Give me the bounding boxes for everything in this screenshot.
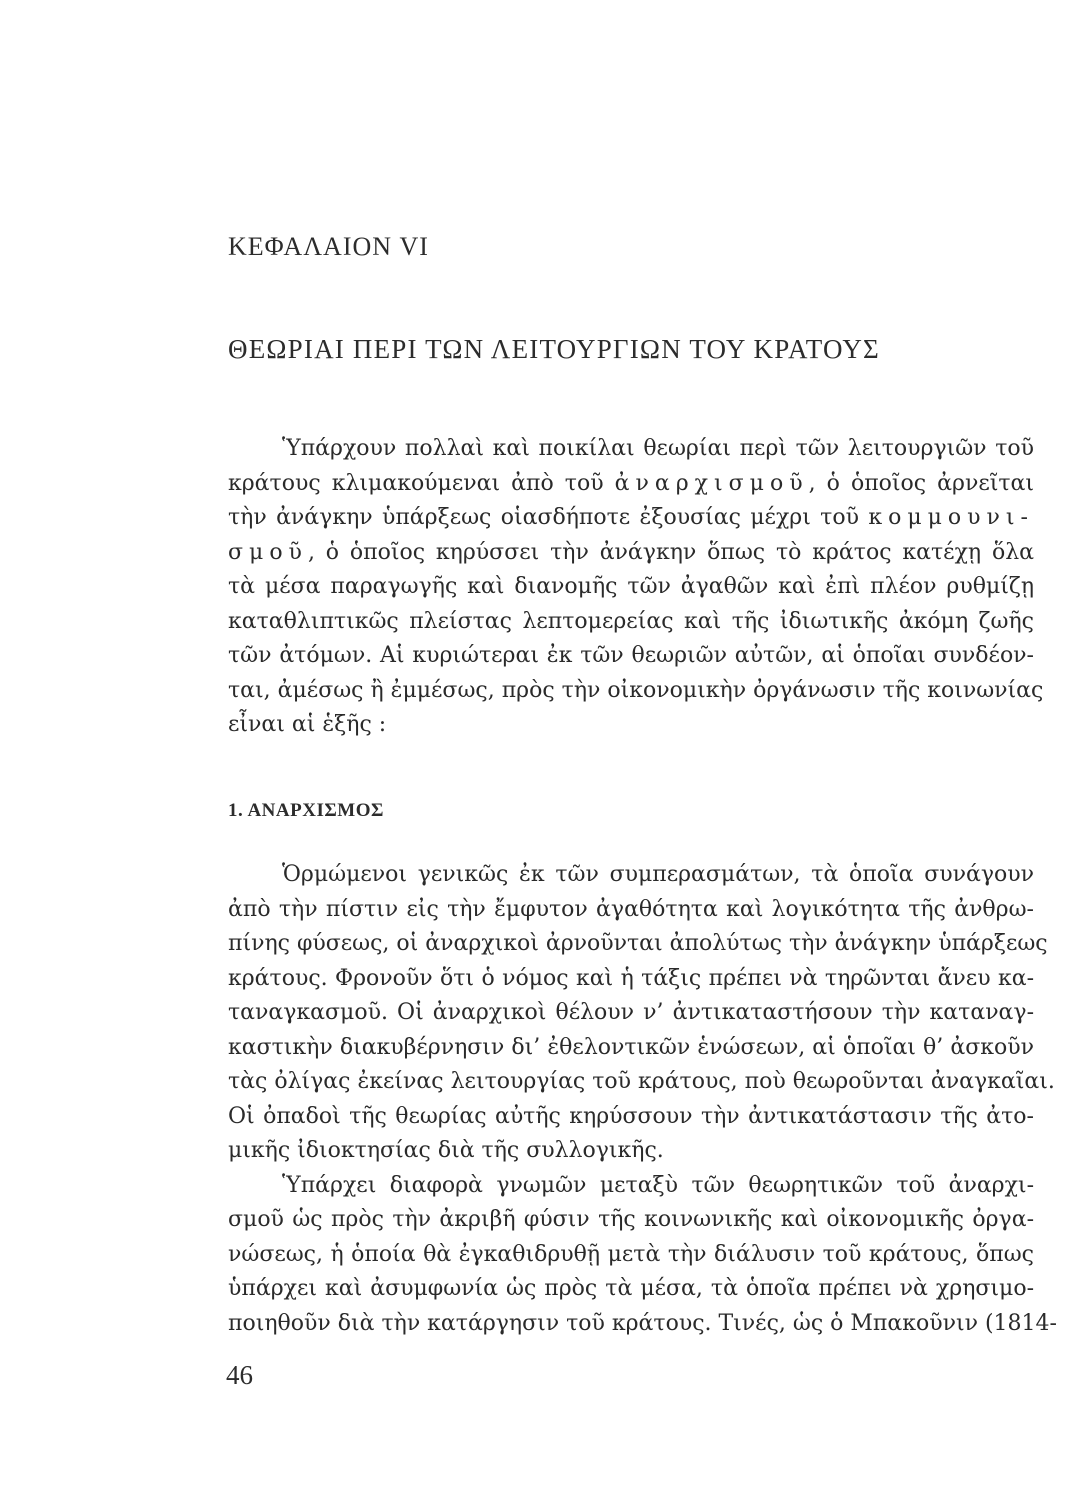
intro-line: Ὑπάρχουν πολλαὶ καὶ ποικίλαι θεωρίαι περὶ τῶν λειτουργιῶν τοῦ [282, 436, 1034, 461]
body-line: μικῆς ἰδιοκτησίας διὰ τῆς συλλογικῆς. [228, 1138, 664, 1163]
section-body [228, 858, 1057, 1341]
body-line: ὑπάρχει καὶ ἀσυμφωνία ὡς πρὸς τὰ μέσα, τὰ ὁποῖα πρέπει νὰ χρησιμο- [228, 1276, 1034, 1301]
section-heading: 1. ΑΝΑΡΧΙΣΜΟΣ [228, 800, 384, 821]
body-line: καστικὴν διακυβέρνησιν δι’ ἐθελοντικῶν ἑνώσεων, αἱ ὁποῖαι θ’ ἀσκοῦν [228, 1034, 1034, 1060]
body-line: τὰς ὀλίγας ἐκείνας λειτουργίας τοῦ κράτους, ποὺ θεωροῦνται ἀναγκαῖαι. [228, 1069, 1055, 1094]
intro-line: τὰ μέσα παραγωγῆς καὶ διανομῆς τῶν ἀγαθῶν καὶ ἐπὶ πλέον ρυθμίζῃ [228, 574, 1034, 599]
body-line: Ὑπάρχει διαφορὰ γνωμῶν μεταξὺ τῶν θεωρητικῶν τοῦ ἀναρχι- [282, 1172, 1034, 1198]
intro-line: εἶναι αἱ ἑξῆς : [228, 712, 387, 737]
body-line: Οἱ ὀπαδοὶ τῆς θεωρίας αὐτῆς κηρύσσουν τὴν ἀντικατάστασιν τῆς ἀτο- [228, 1103, 1034, 1129]
intro-line: τῶν ἀτόμων. Αἱ κυριώτεραι ἐκ τῶν θεωριῶν αὐτῶν, αἱ ὁποῖαι συνδέον- [228, 643, 1034, 668]
intro-line [228, 501, 1034, 536]
intro-line: ται, ἀμέσως ἢ ἐμμέσως, πρὸς τὴν οἰκονομικὴν ὀργάνωσιν τῆς κοινωνίας [228, 677, 1044, 703]
intro-text: , ὁ ὁποῖος ἀρνεῖται [808, 470, 1034, 496]
emphasized-term-communism: κομμουνι- [868, 505, 1034, 530]
body-line: Ὁρμώμενοι γενικῶς ἐκ τῶν συμπερασμάτων, τὰ ὁποῖα συνάγουν [282, 862, 1034, 887]
chapter-title: ΘΕΩΡΙΑΙ ΠΕΡΙ ΤΩΝ ΛΕΙΤΟΥΡΓΙΩΝ ΤΟΥ ΚΡΑΤΟΥΣ [228, 334, 880, 364]
intro-text: κράτους κλιμακούμεναι ἀπὸ τοῦ [228, 470, 615, 496]
page-number: 46 [226, 1360, 253, 1390]
body-line: σμοῦ ὡς πρὸς τὴν ἀκριβῆ φύσιν τῆς κοινωνικῆς καὶ οἰκονομικῆς ὀργα- [228, 1207, 1034, 1232]
intro-text: τὴν ἀνάγκην ὑπάρξεως οἱασδήποτε ἐξουσίας μέχρι τοῦ [228, 505, 869, 530]
emphasized-term-communism-end: σμοῦ [228, 539, 308, 565]
body-line: ταναγκασμοῦ. Οἱ ἀναρχικοὶ θέλουν ν’ ἀντικαταστήσουν τὴν καταναγ- [228, 1000, 1034, 1025]
intro-line [228, 536, 1034, 571]
body-line: νώσεως, ἡ ὁποία θὰ ἐγκαθιδρυθῇ μετὰ τὴν διάλυσιν τοῦ κράτους, ὅπως [228, 1241, 1034, 1267]
intro-paragraph [228, 432, 1044, 743]
body-line: κράτους. Φρονοῦν ὅτι ὁ νόμος καὶ ἡ τάξις πρέπει νὰ τηρῶνται ἄνευ κα- [228, 965, 1034, 991]
chapter-label: ΚΕΦΑΛΑΙΟΝ VI [228, 232, 429, 261]
intro-line: καταθλιπτικῶς πλείστας λεπτομερείας καὶ τῆς ἰδιωτικῆς ἀκόμη ζωῆς [228, 608, 1034, 634]
body-line: ποιηθοῦν διὰ τὴν κατάργησιν τοῦ κράτους. Τινές, ὡς ὁ Μπακοῦνιν (1814- [228, 1310, 1057, 1336]
body-line: ἀπὸ τὴν πίστιν εἰς τὴν ἔμφυτον ἀγαθότητα καὶ λογικότητα τῆς ἀνθρω- [228, 896, 1034, 922]
intro-line [228, 467, 1034, 502]
body-line: πίνης φύσεως, οἱ ἀναρχικοὶ ἀρνοῦνται ἀπολύτως τὴν ἀνάγκην ὑπάρξεως [228, 931, 1048, 956]
emphasized-term-anarchism: ἀναρχισμοῦ [614, 470, 809, 496]
intro-text: , ὁ ὁποῖος κηρύσσει τὴν ἀνάγκην ὅπως τὸ κράτος κατέχῃ ὅλα [307, 539, 1034, 565]
